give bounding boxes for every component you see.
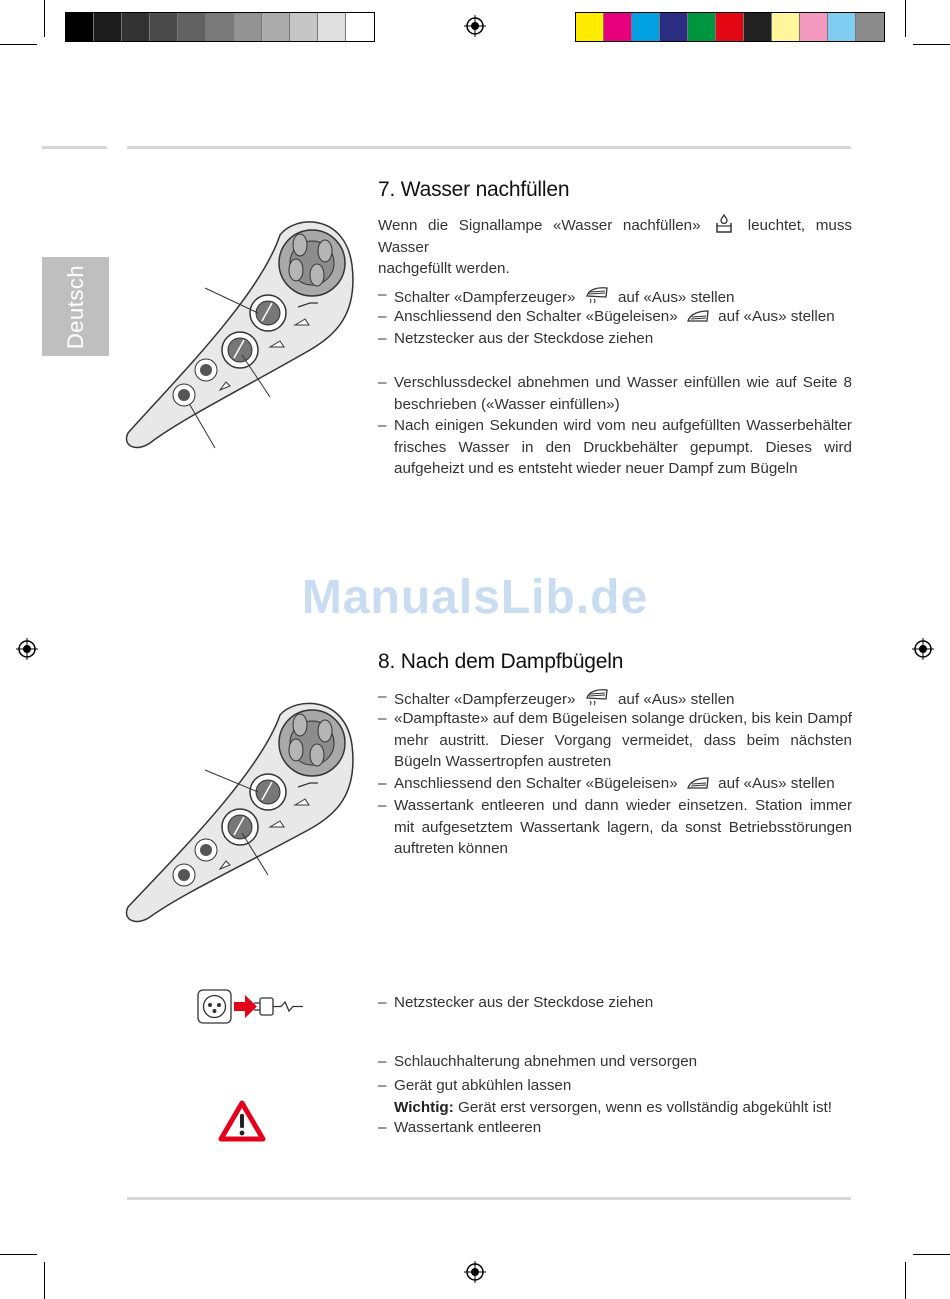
color-swatch [688, 13, 716, 41]
language-tab [42, 257, 109, 356]
list-item: – Netzstecker aus der Steckdose ziehen [378, 330, 654, 347]
color-swatch [828, 13, 856, 41]
crop-mark [44, 1262, 45, 1299]
color-swatch [66, 13, 94, 41]
color-swatch [772, 13, 800, 41]
water-refill-icon [715, 214, 733, 234]
control-panel-illustration [120, 697, 360, 932]
steam-iron-icon [584, 686, 610, 708]
list-item: – Verschlussdeckel abnehmen und Wasser einfüllen wie auf Seite 8 beschrieben («Wasser einfüllen») [378, 374, 852, 413]
warning-note: Wichtig: Gerät erst versorgen, wenn es vollständig abgekühlt ist! [394, 1099, 832, 1116]
color-swatch [346, 13, 374, 41]
color-swatch [716, 13, 744, 41]
unplug-illustration [197, 988, 305, 1026]
list-item: – Schalter «Dampferzeuger» auf «Aus» stellen [378, 688, 735, 708]
color-swatch [576, 13, 604, 41]
section-7-intro: Wenn die Signallampe «Wasser nachfüllen» leuchtet, muss Wasser nachgefüllt werden. [378, 214, 852, 280]
list-item: – Wassertank entleeren und dann wieder einsetzen. Station immer mit aufgesetztem Wassertank lagern, da sonst Betriebsstörungen auftreten können [378, 797, 852, 857]
header-rule-left [42, 146, 107, 149]
crop-mark [44, 0, 45, 37]
registration-mark-icon [16, 638, 38, 660]
color-swatch [744, 13, 772, 41]
list-item: – Wassertank entleeren [378, 1119, 542, 1136]
registration-mark-icon [464, 15, 486, 37]
registration-mark-icon [464, 1261, 486, 1283]
iron-icon [686, 774, 710, 792]
color-swatch [94, 13, 122, 41]
list-item: – Netzstecker aus der Steckdose ziehen [378, 994, 654, 1011]
registration-mark-icon [912, 638, 934, 660]
control-panel-illustration [120, 215, 360, 465]
crop-mark [913, 1254, 950, 1255]
color-bar [575, 12, 885, 42]
color-swatch [856, 13, 884, 41]
list-item: – Nach einigen Sekunden wird vom neu aufgefüllten Wasserbehälter frisches Wasser in den Druckbehälter gepumpt. Dieses wird aufgeheizt und es entsteht wieder neuer Dampf zum Bügeln [378, 417, 852, 477]
crop-mark [913, 44, 950, 45]
list-item: – Anschliessend den Schalter «Bügeleisen» auf «Aus» stellen [378, 308, 835, 325]
color-swatch [178, 13, 206, 41]
color-swatch [206, 13, 234, 41]
footer-rule [127, 1197, 851, 1200]
header-rule [127, 146, 851, 149]
list-item: – Anschliessend den Schalter «Bügeleisen» auf «Aus» stellen [378, 775, 835, 792]
crop-mark [905, 1262, 906, 1299]
color-swatch [632, 13, 660, 41]
section-8-title: 8. Nach dem Dampfbügeln [378, 650, 624, 673]
list-item: – «Dampftaste» auf dem Bügeleisen solange drücken, bis kein Dampf mehr austritt. Dieser Vorgang vermeidet, dass beim nächsten Bügeln Wassertropfen austreten [378, 710, 852, 770]
crop-mark [0, 44, 37, 45]
steam-iron-icon [584, 284, 610, 306]
warning-icon [218, 1100, 266, 1142]
color-swatch [290, 13, 318, 41]
crop-mark [905, 0, 906, 37]
language-tab-label: Deutsch [62, 264, 88, 349]
section-7-title: 7. Wasser nachfüllen [378, 178, 570, 201]
iron-icon [686, 307, 710, 325]
color-swatch [234, 13, 262, 41]
color-swatch [318, 13, 346, 41]
watermark: ManualsLib.de [301, 571, 649, 624]
color-swatch [122, 13, 150, 41]
color-swatch [604, 13, 632, 41]
list-item: – Gerät gut abkühlen lassen [378, 1077, 572, 1094]
grayscale-bar [65, 12, 375, 42]
color-swatch [660, 13, 688, 41]
list-item: – Schalter «Dampferzeuger» auf «Aus» stellen [378, 286, 735, 306]
color-swatch [150, 13, 178, 41]
color-swatch [262, 13, 290, 41]
list-item: – Schlauchhalterung abnehmen und versorgen [378, 1053, 698, 1070]
warning-label: Wichtig: [394, 1099, 454, 1116]
color-swatch [800, 13, 828, 41]
crop-mark [0, 1254, 37, 1255]
